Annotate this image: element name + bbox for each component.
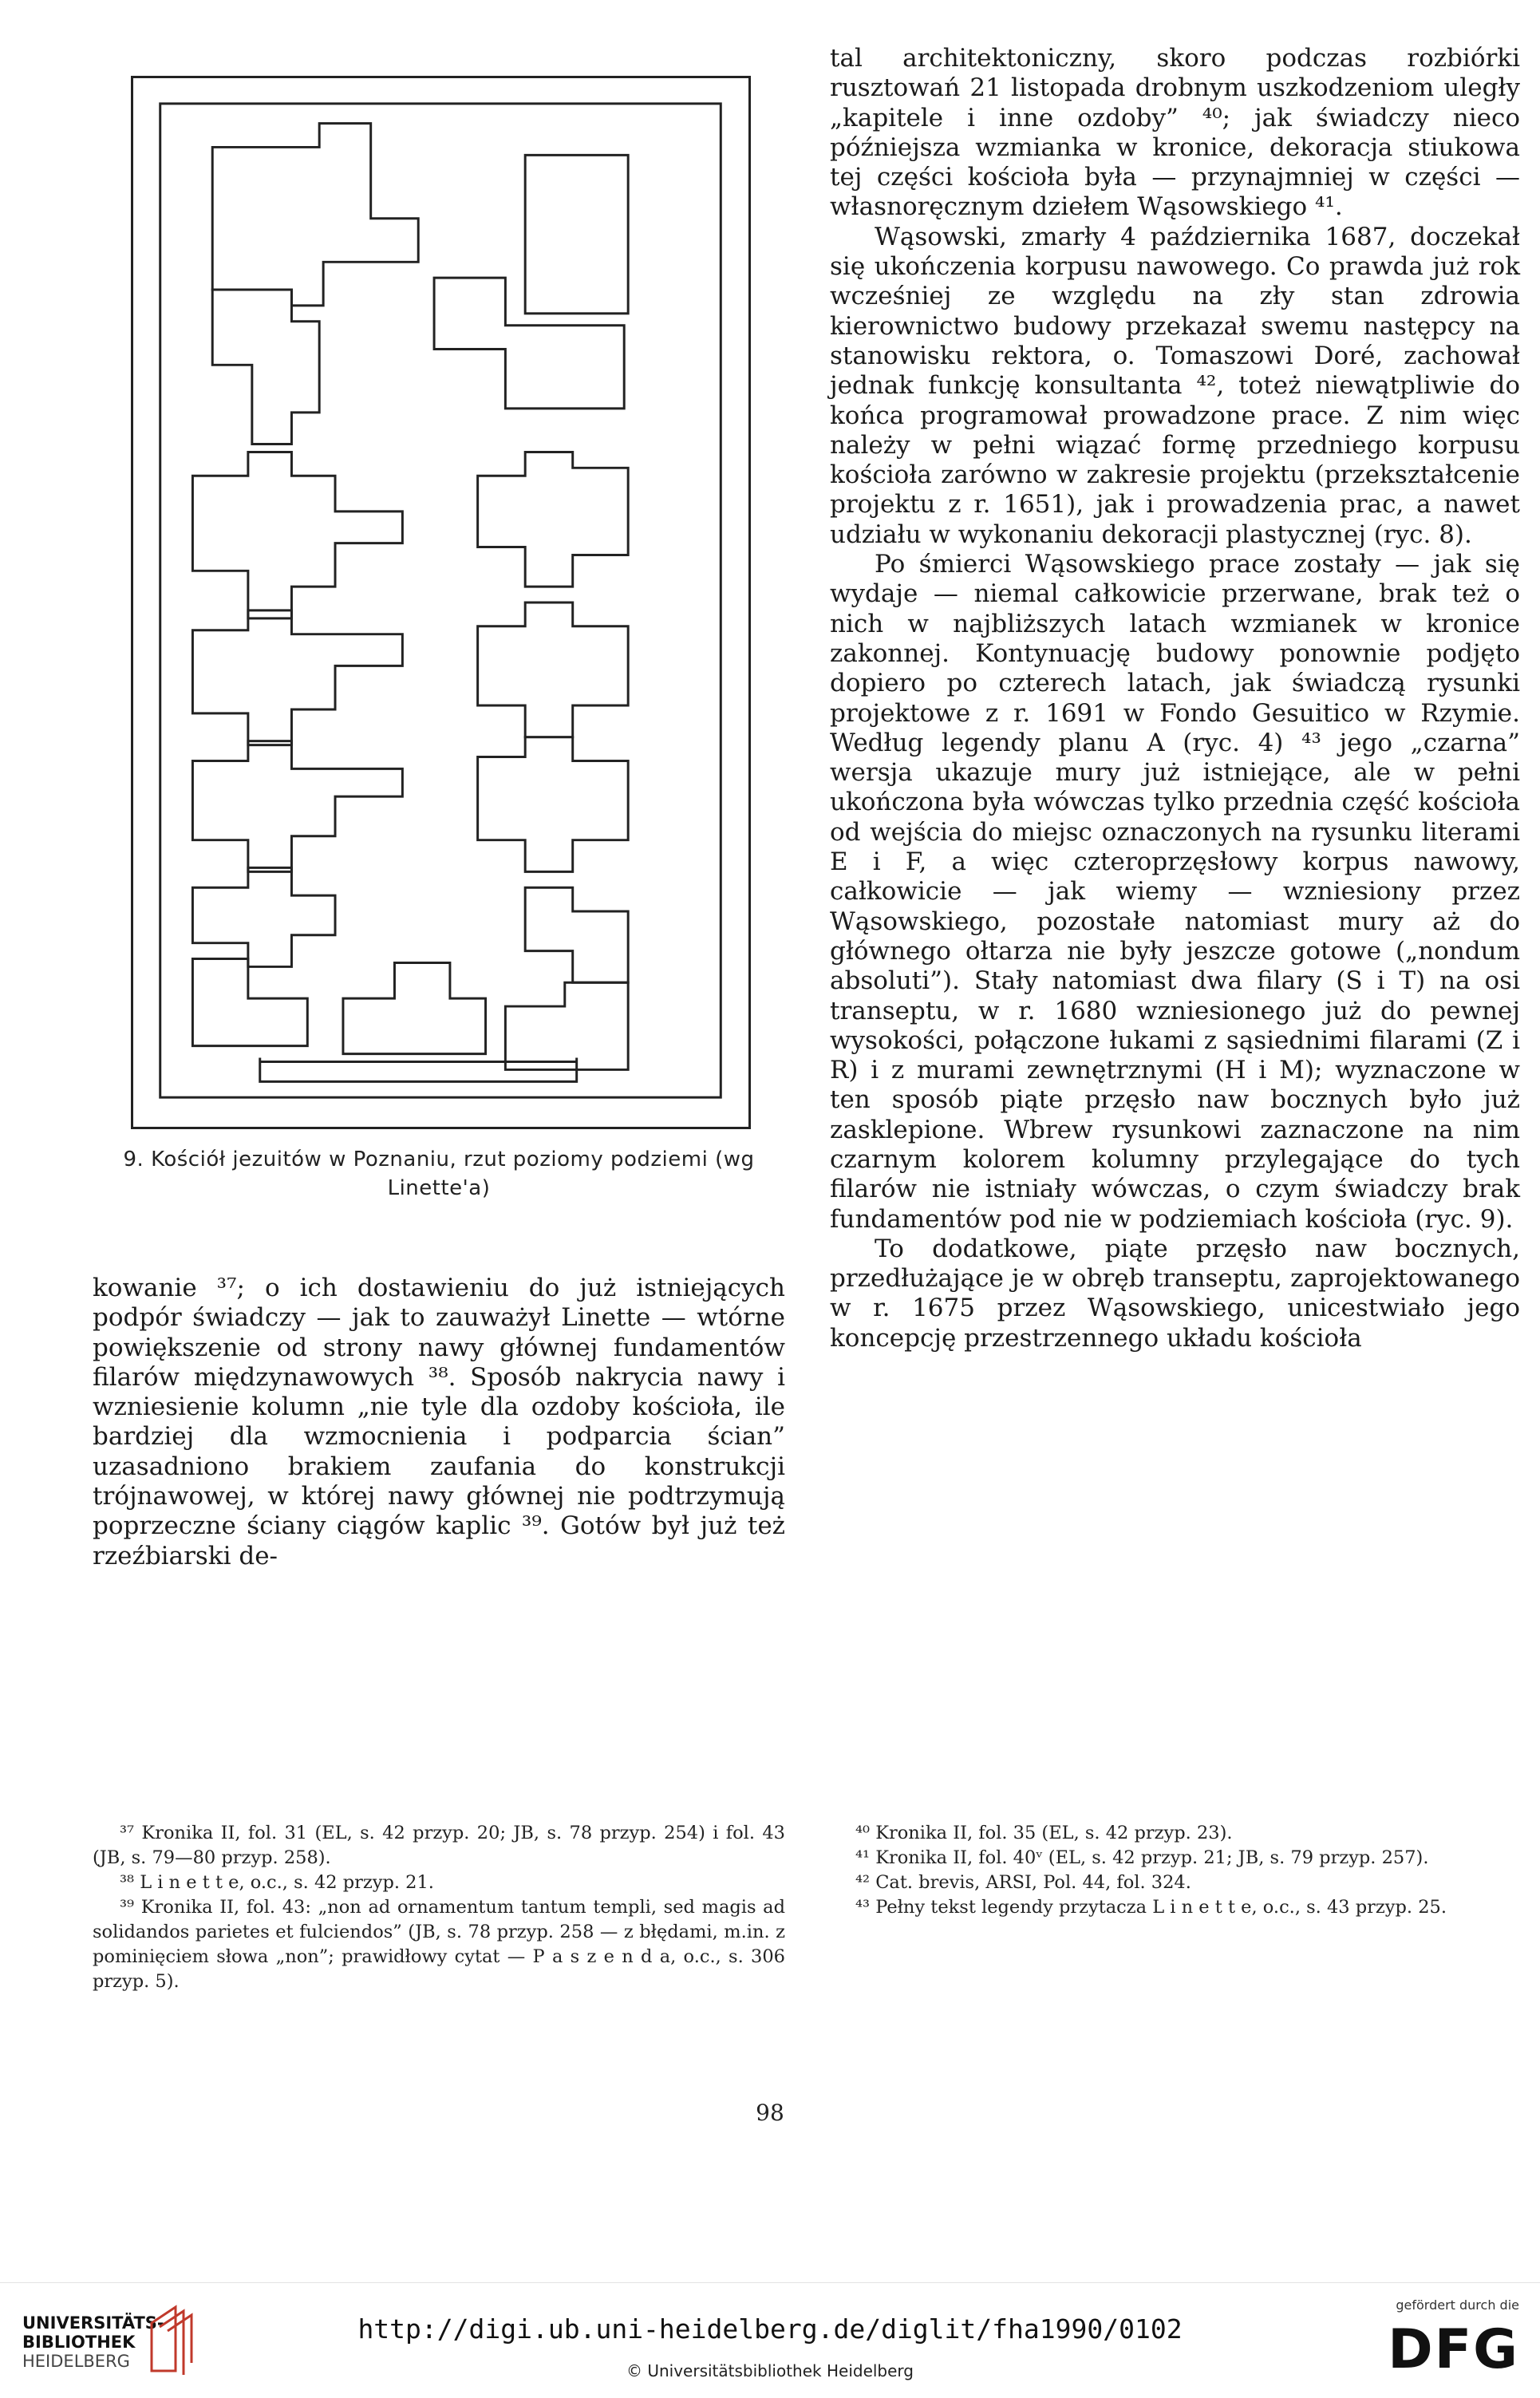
pier-foundation xyxy=(505,982,628,1069)
outer-wall-outline xyxy=(160,104,721,1097)
copyright-notice: © Universitätsbibliothek Heidelberg xyxy=(626,2361,914,2380)
pier-foundation xyxy=(192,741,402,872)
pier-foundation xyxy=(192,867,335,966)
pier-foundation xyxy=(478,602,629,737)
permalink-url[interactable]: http://digi.ub.uni-heidelberg.de/diglit/fha1990/0102 xyxy=(357,2313,1183,2345)
altar-foundation xyxy=(343,962,486,1053)
page-number: 98 xyxy=(756,2100,784,2126)
footnotes-right xyxy=(828,1821,1521,1920)
pier-foundation xyxy=(525,887,628,982)
pier-foundation xyxy=(212,124,418,306)
crypt-floor-plan xyxy=(133,78,748,1127)
body-paragraph: tal architektoniczny, skoro podczas rozbiórki rusztowań 21 listopada drobnym uszkodzeniom uległy „kapitele i inne ozdoby” ⁴⁰; jak świadczy nieco późniejsza wzmianka w kronice, dekoracja stiukowa tej części kościoła była — przynajmniej w części — własnoręcznym dziełem Wąsowskiego ⁴¹. xyxy=(830,44,1520,222)
footnote: ⁴⁰ Kronika II, fol. 35 (EL, s. 42 przyp. 23). xyxy=(855,1823,1233,1843)
footnote: ⁴² Cat. brevis, ARSI, Pol. 44, fol. 324. xyxy=(855,1872,1191,1893)
pier-foundation xyxy=(434,278,624,409)
footer-bar xyxy=(0,2282,1540,2398)
library-name-line3: HEIDELBERG xyxy=(22,2352,130,2371)
pier-foundation xyxy=(212,290,319,444)
pier-foundation xyxy=(478,737,629,872)
funding-note: gefördert durch die xyxy=(1396,2297,1519,2313)
pier-foundation xyxy=(525,155,628,313)
pier-foundation xyxy=(478,452,629,587)
pier-foundation xyxy=(192,959,307,1046)
footnote: ⁴¹ Kronika II, fol. 40ᵛ (EL, s. 42 przyp. 21; JB, s. 79 przyp. 257). xyxy=(855,1847,1429,1868)
footnotes-left xyxy=(93,1821,785,1994)
figure-caption: 9. Kościół jezuitów w Poznaniu, rzut poziomy podziemi (wg Linette'a) xyxy=(123,1148,755,1200)
footnote: ³⁸ L i n e t t e, o.c., s. 42 przyp. 21. xyxy=(120,1872,434,1893)
footnote: ³⁷ Kronika II, fol. 31 (EL, s. 42 przyp. 20; JB, s. 78 przyp. 254) i fol. 43 (JB, s. 79—80 przyp. 258). xyxy=(93,1823,785,1868)
left-column xyxy=(93,1274,785,1571)
body-paragraph: To dodatkowe, piąte przęsło naw bocznych, przedłużające je w obręb transeptu, zaprojektowanego w r. 1675 przez Wąsowskiego, unicestwiało jego koncepcję przestrzennego układu kościoła xyxy=(830,1234,1520,1353)
body-paragraph: kowanie ³⁷; o ich dostawieniu do już istniejących podpór świadczy — jak to zauważył Linette — wtórne powiększenie od strony nawy głównej fundamentów filarów międzynawowych ³⁸. Sposób nakrycia nawy i wzniesienie kolumn „nie tyle dla ozdoby kościoła, ile bardziej dla wzmocnienia i podparcia ścian” uzasadniono brakiem zaufania do konstrukcji trójnawowej, w której nawy głównej nie podtrzymują poprzeczne ściany ciągów kaplic ³⁹. Gotów był już też rzeźbiarski de- xyxy=(93,1274,785,1570)
dfg-logo[interactable]: DFG xyxy=(1388,2318,1519,2381)
library-name-line2: BIBLIOTHEK xyxy=(22,2333,136,2352)
floor-plan-figure xyxy=(131,76,751,1129)
library-name-line1: UNIVERSITÄTS- xyxy=(22,2313,164,2333)
footnote: ³⁹ Kronika II, fol. 43: „non ad ornamentum tantum templi, sed magis ad solidandos parietes et fulciendos” (JB, s. 78 przyp. 258 — z błędami, m.in. z pominięciem słowa „non”; prawidłowy cytat — P a s z e n d a, o.c., s. 306 przyp. 5). xyxy=(93,1897,785,1992)
body-paragraph: Wąsowski, zmarły 4 października 1687, doczekał się ukończenia korpusu nawowego. Co prawda już rok wcześniej ze względu na zły stan zdrowia kierownictwo budowy przekazał swemu następcy na stanowisku rektora, o. Tomaszowi Doré, zachował jednak funkcję konsultanta ⁴², toteż niewątpliwie do końca programował prowadzone prace. Z nim więc należy w pełni wiązać formę przedniego korpusu kościoła zarówno w zakresie projektu (przekształcenie projektu z r. 1651), jak i prowadzenia prac, a nawet udziału w wykonaniu dekoracji plastycznej (ryc. 8). xyxy=(830,222,1520,549)
pier-foundation xyxy=(192,452,402,618)
pier-foundation xyxy=(192,610,402,745)
right-column xyxy=(830,44,1520,1353)
footnote: ⁴³ Pełny tekst legendy przytacza L i n e t t e, o.c., s. 43 przyp. 25. xyxy=(855,1897,1447,1918)
body-paragraph: Po śmierci Wąsowskiego prace zostały — jak się wydaje — niemal całkowicie przerwane, brak też o nich w najbliższych latach wzmianek w kronice zakonnej. Kontynuację budowy ponownie podjęto dopiero po czterech latach, jak świadczą rysunki projektowe z r. 1691 w Fondo Gesuitico w Rzymie. Według legendy planu A (ryc. 4) ⁴³ jego „czarna” wersja ukazuje mury już istniejące, ale w pełni ukończona była wówczas tylko przednia część kościoła od wejścia do miejsc oznaczonych na rysunku literami E i F, a więc czteroprzęsłowy korpus nawowy, całkowicie — jak wiemy — wzniesiony przez Wąsowskiego, pozostałe natomiast mury aż do głównego ołtarza nie były jeszcze gotowe („nondum absoluti”). Stały natomiast dwa filary (S i T) na osi transeptu, w r. 1680 wzniesionego już do pewnej wysokości, połączone łukami z sąsiednimi filarami (Z i R) i z murami zewnętrznymi (H i M); wyznaczone w ten sposób piąte przęsło naw bocznych było już zasklepione. Wbrew rysunkowi zaznaczone na nim czarnym kolorem kolumny przylegające do tych filarów nie istniały wówczas, o czym świadczy brak fundamentów pod nie w podziemiach kościoła (ryc. 9). xyxy=(830,550,1520,1234)
